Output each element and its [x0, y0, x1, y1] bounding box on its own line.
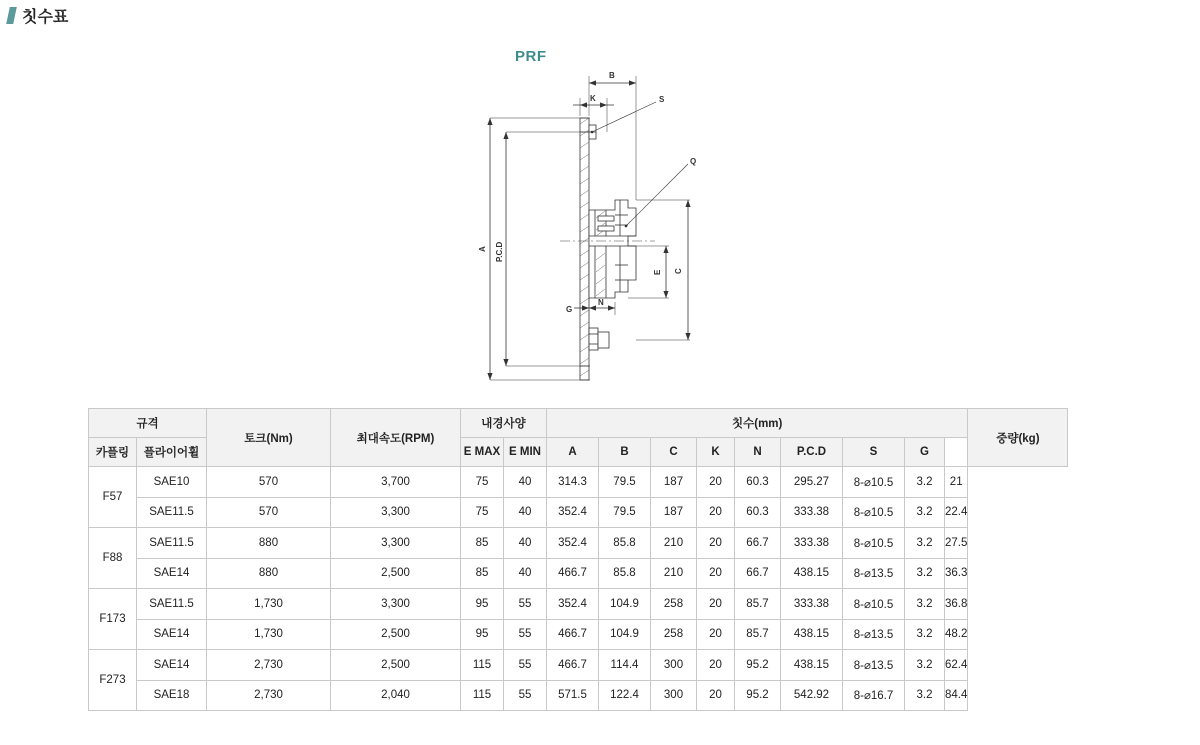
cell-c: 258 — [651, 619, 697, 650]
svg-text:S: S — [659, 95, 665, 104]
cell-pcd: 438.15 — [781, 650, 843, 681]
cell-k: 20 — [697, 528, 735, 559]
cell-n: 95.2 — [735, 650, 781, 681]
cell-weight: 62.4 — [945, 650, 968, 681]
cell-s: 8-⌀13.5 — [843, 619, 905, 650]
svg-text:Q: Q — [690, 157, 697, 166]
cell-rpm: 3,300 — [331, 497, 461, 528]
cell-weight: 84.4 — [945, 680, 968, 711]
cell-c: 210 — [651, 558, 697, 589]
cell-coupling: F173 — [89, 589, 137, 650]
cell-s: 8-⌀16.7 — [843, 680, 905, 711]
header-group-bore: 내경사양 — [461, 409, 547, 438]
drawing-label: PRF — [515, 48, 547, 65]
cell-s: 8-⌀10.5 — [843, 497, 905, 528]
cell-e-min: 40 — [504, 497, 547, 528]
cell-rpm: 3,300 — [331, 528, 461, 559]
header-n: N — [735, 438, 781, 467]
cell-k: 20 — [697, 619, 735, 650]
table-body — [89, 467, 1068, 711]
header-a: A — [547, 438, 599, 467]
cell-flywheel: SAE10 — [137, 467, 207, 498]
cell-pcd: 542.92 — [781, 680, 843, 711]
cell-g: 3.2 — [905, 467, 945, 498]
cell-e-min: 55 — [504, 619, 547, 650]
header-k: K — [697, 438, 735, 467]
cell-pcd: 333.38 — [781, 497, 843, 528]
cell-pcd: 438.15 — [781, 558, 843, 589]
cell-rpm: 3,700 — [331, 467, 461, 498]
header-b: B — [599, 438, 651, 467]
cell-flywheel: SAE14 — [137, 619, 207, 650]
table-row — [89, 680, 1068, 711]
header-s: S — [843, 438, 905, 467]
header-g: G — [905, 438, 945, 467]
page-title — [8, 4, 68, 27]
cell-b: 122.4 — [599, 680, 651, 711]
header-e-min: E MIN — [504, 438, 547, 467]
cell-e-max: 85 — [461, 558, 504, 589]
page-title-label: 칫수표 — [22, 9, 69, 26]
cell-g: 3.2 — [905, 589, 945, 620]
cell-flywheel: SAE11.5 — [137, 589, 207, 620]
header-rpm: 최대속도(RPM) — [331, 409, 461, 467]
cell-e-max: 75 — [461, 497, 504, 528]
cell-flywheel: SAE11.5 — [137, 497, 207, 528]
cell-s: 8-⌀10.5 — [843, 528, 905, 559]
cell-torque: 1,730 — [207, 619, 331, 650]
cell-e-min: 55 — [504, 589, 547, 620]
table-header-row-groups — [89, 409, 1068, 438]
header-group-spec: 규격 — [89, 409, 207, 438]
header-flywheel: 플라이어휠 — [137, 438, 207, 467]
header-e-max: E MAX — [461, 438, 504, 467]
cell-flywheel: SAE14 — [137, 558, 207, 589]
cell-b: 104.9 — [599, 589, 651, 620]
svg-text:A: A — [478, 246, 487, 252]
cell-coupling: F57 — [89, 467, 137, 528]
cell-g: 3.2 — [905, 680, 945, 711]
cell-weight: 36.8 — [945, 589, 968, 620]
header-c: C — [651, 438, 697, 467]
cell-s: 8-⌀13.5 — [843, 650, 905, 681]
svg-text:E: E — [653, 269, 662, 275]
cell-b: 104.9 — [599, 619, 651, 650]
cell-b: 85.8 — [599, 528, 651, 559]
cell-weight: 27.5 — [945, 528, 968, 559]
svg-text:G: G — [566, 305, 573, 314]
cell-rpm: 2,500 — [331, 558, 461, 589]
cell-rpm: 2,500 — [331, 619, 461, 650]
cell-k: 20 — [697, 497, 735, 528]
cell-e-min: 40 — [504, 467, 547, 498]
cell-c: 300 — [651, 680, 697, 711]
cell-k: 20 — [697, 589, 735, 620]
cell-coupling: F273 — [89, 650, 137, 711]
cell-pcd: 333.38 — [781, 528, 843, 559]
cell-torque: 2,730 — [207, 650, 331, 681]
cell-e-max: 85 — [461, 528, 504, 559]
cell-pcd: 333.38 — [781, 589, 843, 620]
cell-e-max: 95 — [461, 589, 504, 620]
cell-e-min: 55 — [504, 680, 547, 711]
header-group-dims: 칫수(mm) — [547, 409, 968, 438]
cell-b: 85.8 — [599, 558, 651, 589]
header-pcd: P.C.D — [781, 438, 843, 467]
cell-c: 187 — [651, 467, 697, 498]
cell-b: 79.5 — [599, 497, 651, 528]
cell-flywheel: SAE14 — [137, 650, 207, 681]
cell-rpm: 2,500 — [331, 650, 461, 681]
cell-k: 20 — [697, 467, 735, 498]
dimensions-table — [88, 408, 1068, 711]
cell-g: 3.2 — [905, 558, 945, 589]
cell-c: 187 — [651, 497, 697, 528]
cell-a: 314.3 — [547, 467, 599, 498]
svg-text:C: C — [674, 268, 683, 274]
cell-s: 8-⌀10.5 — [843, 589, 905, 620]
technical-drawing — [440, 40, 770, 400]
cell-pcd: 438.15 — [781, 619, 843, 650]
coupling-cross-section-drawing — [440, 40, 770, 400]
cell-n: 60.3 — [735, 497, 781, 528]
cell-a: 571.5 — [547, 680, 599, 711]
cell-a: 466.7 — [547, 619, 599, 650]
cell-n: 60.3 — [735, 467, 781, 498]
cell-torque: 570 — [207, 467, 331, 498]
svg-text:K: K — [590, 94, 596, 103]
cell-a: 466.7 — [547, 650, 599, 681]
cell-rpm: 2,040 — [331, 680, 461, 711]
cell-g: 3.2 — [905, 619, 945, 650]
cell-torque: 2,730 — [207, 680, 331, 711]
cell-s: 8-⌀13.5 — [843, 558, 905, 589]
cell-flywheel: SAE11.5 — [137, 528, 207, 559]
svg-text:B: B — [609, 71, 615, 80]
cell-torque: 570 — [207, 497, 331, 528]
cell-e-min: 40 — [504, 558, 547, 589]
cell-rpm: 3,300 — [331, 589, 461, 620]
cell-c: 210 — [651, 528, 697, 559]
cell-weight: 48.2 — [945, 619, 968, 650]
header-coupling: 카플링 — [89, 438, 137, 467]
table-row — [89, 497, 1068, 528]
cell-n: 95.2 — [735, 680, 781, 711]
cell-torque: 1,730 — [207, 589, 331, 620]
cell-e-min: 40 — [504, 528, 547, 559]
cell-coupling: F88 — [89, 528, 137, 589]
svg-text:N: N — [598, 298, 604, 307]
cell-k: 20 — [697, 558, 735, 589]
cell-a: 352.4 — [547, 589, 599, 620]
cell-torque: 880 — [207, 528, 331, 559]
title-accent-bar — [6, 7, 17, 24]
svg-text:P.C.D: P.C.D — [495, 241, 504, 262]
table-row — [89, 589, 1068, 620]
cell-a: 352.4 — [547, 497, 599, 528]
cell-g: 3.2 — [905, 528, 945, 559]
cell-e-max: 95 — [461, 619, 504, 650]
cell-n: 66.7 — [735, 528, 781, 559]
cell-a: 466.7 — [547, 558, 599, 589]
cell-e-max: 115 — [461, 680, 504, 711]
cell-k: 20 — [697, 650, 735, 681]
cell-c: 300 — [651, 650, 697, 681]
table-row — [89, 467, 1068, 498]
cell-weight: 36.3 — [945, 558, 968, 589]
cell-g: 3.2 — [905, 650, 945, 681]
cell-g: 3.2 — [905, 497, 945, 528]
cell-n: 66.7 — [735, 558, 781, 589]
cell-pcd: 295.27 — [781, 467, 843, 498]
cell-weight: 21 — [945, 467, 968, 498]
table-row — [89, 528, 1068, 559]
cell-a: 352.4 — [547, 528, 599, 559]
header-torque: 토크(Nm) — [207, 409, 331, 467]
cell-k: 20 — [697, 680, 735, 711]
cell-n: 85.7 — [735, 619, 781, 650]
table-row — [89, 650, 1068, 681]
header-weight: 중량(kg) — [968, 409, 1068, 467]
cell-flywheel: SAE18 — [137, 680, 207, 711]
cell-c: 258 — [651, 589, 697, 620]
cell-s: 8-⌀10.5 — [843, 467, 905, 498]
cell-e-min: 55 — [504, 650, 547, 681]
cell-torque: 880 — [207, 558, 331, 589]
cell-weight: 22.4 — [945, 497, 968, 528]
table-row — [89, 558, 1068, 589]
cell-e-max: 115 — [461, 650, 504, 681]
cell-n: 85.7 — [735, 589, 781, 620]
table-header — [89, 409, 1068, 467]
table-row — [89, 619, 1068, 650]
cell-e-max: 75 — [461, 467, 504, 498]
cell-b: 79.5 — [599, 467, 651, 498]
cell-b: 114.4 — [599, 650, 651, 681]
